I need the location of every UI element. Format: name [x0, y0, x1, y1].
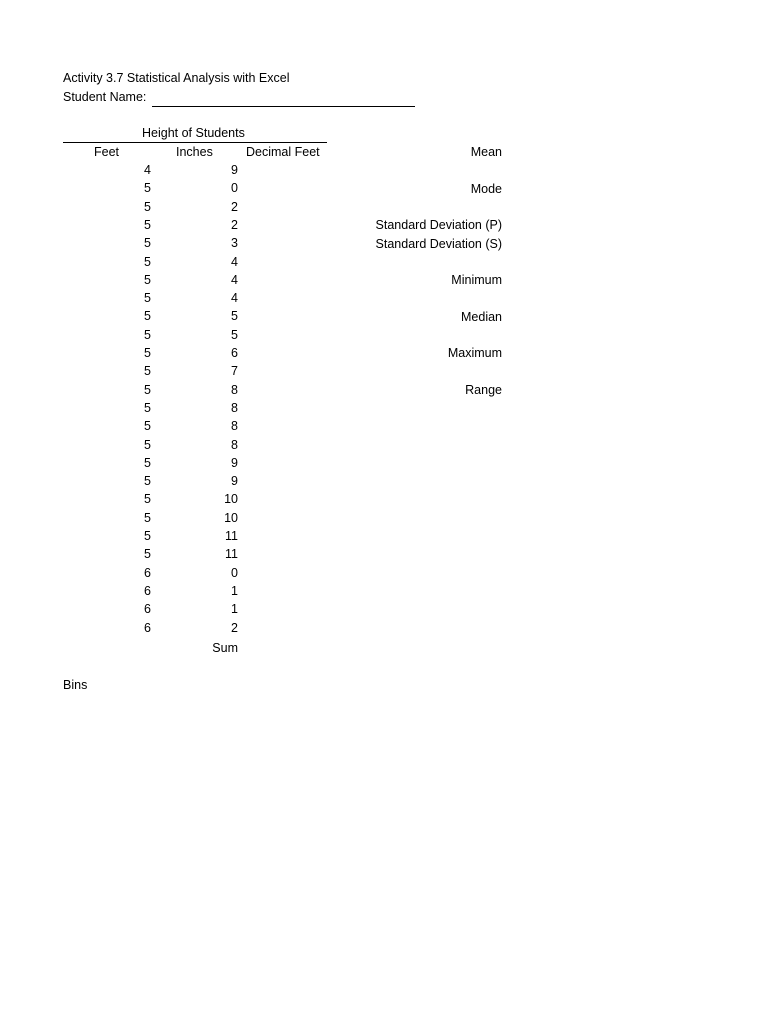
- student-name-label: Student Name:: [63, 90, 147, 104]
- table-row: [0, 510, 768, 526]
- inches-cell: 0: [231, 181, 238, 196]
- feet-cell: 5: [144, 419, 151, 434]
- feet-cell: 5: [144, 199, 151, 214]
- feet-cell: 5: [144, 492, 151, 507]
- feet-cell: 5: [144, 272, 151, 287]
- table-header-line: [63, 142, 327, 143]
- stat-label: Median: [461, 309, 502, 324]
- inches-cell: 2: [231, 217, 238, 232]
- table-row: [0, 583, 768, 599]
- feet-cell: 5: [144, 217, 151, 232]
- column-header-feet: Feet: [94, 145, 120, 159]
- table-row: [0, 363, 768, 379]
- feet-cell: 5: [144, 309, 151, 324]
- feet-cell: 5: [144, 327, 151, 342]
- inches-cell: 2: [231, 199, 238, 214]
- student-name-line: [152, 106, 415, 107]
- inches-cell: 1: [231, 602, 238, 617]
- table-row: [0, 199, 768, 215]
- inches-cell: 0: [231, 565, 238, 580]
- sum-label: Sum: [212, 641, 238, 655]
- table-row: [0, 620, 768, 636]
- bins-label: Bins: [63, 678, 88, 692]
- inches-cell: 4: [231, 254, 238, 269]
- table-row: [0, 528, 768, 544]
- inches-cell: 8: [231, 400, 238, 415]
- table-row: [0, 437, 768, 453]
- stat-label: Minimum: [451, 273, 502, 288]
- stat-label: Standard Deviation (S): [375, 236, 502, 251]
- table-row: [0, 290, 768, 306]
- column-header-inches: Inches: [176, 145, 213, 159]
- table-row: [0, 455, 768, 471]
- feet-cell: 5: [144, 510, 151, 525]
- feet-cell: 5: [144, 254, 151, 269]
- feet-cell: 5: [144, 529, 151, 543]
- table-row: [0, 546, 768, 562]
- inches-cell: 10: [224, 510, 238, 525]
- document-title: Activity 3.7 Statistical Analysis with Excel: [63, 71, 290, 85]
- inches-cell: 4: [231, 291, 238, 306]
- feet-cell: 5: [144, 400, 151, 415]
- table-row: [0, 565, 768, 581]
- inches-cell: 9: [231, 455, 238, 470]
- inches-cell: 7: [231, 364, 238, 379]
- feet-cell: 5: [144, 364, 151, 379]
- table-row: [0, 473, 768, 489]
- inches-cell: 10: [224, 492, 238, 507]
- stat-label: Range: [465, 382, 502, 397]
- table-row: [0, 327, 768, 343]
- feet-cell: 5: [144, 181, 151, 196]
- feet-cell: 5: [144, 547, 151, 562]
- feet-cell: 4: [144, 163, 151, 177]
- inches-cell: 9: [231, 474, 238, 489]
- inches-cell: 8: [231, 419, 238, 434]
- feet-cell: 6: [144, 565, 151, 580]
- stat-label: Standard Deviation (P): [375, 218, 502, 233]
- inches-cell: 5: [231, 327, 238, 342]
- feet-cell: 5: [144, 455, 151, 470]
- feet-cell: 5: [144, 291, 151, 306]
- feet-cell: 5: [144, 346, 151, 360]
- stat-label: Maximum: [447, 346, 502, 361]
- feet-cell: 5: [144, 437, 151, 452]
- feet-cell: 5: [144, 382, 151, 397]
- table-row: [0, 162, 768, 178]
- feet-cell: 6: [144, 583, 151, 598]
- inches-cell: 8: [231, 382, 238, 397]
- inches-cell: 4: [231, 272, 238, 287]
- stat-label: Mean: [470, 145, 502, 159]
- feet-cell: 5: [144, 236, 151, 251]
- table-row: [0, 491, 768, 507]
- inches-cell: 11: [225, 547, 238, 562]
- inches-cell: 2: [231, 620, 238, 635]
- table-title: Height of Students: [142, 126, 245, 140]
- table-row: [0, 400, 768, 416]
- table-row: [0, 418, 768, 434]
- table-row: [0, 254, 768, 270]
- inches-cell: 6: [231, 346, 238, 360]
- table-row: [0, 601, 768, 617]
- inches-cell: 5: [231, 309, 238, 324]
- feet-cell: 5: [144, 474, 151, 489]
- inches-cell: 11: [225, 529, 238, 543]
- stat-label: Mode: [470, 181, 502, 196]
- feet-cell: 6: [144, 602, 151, 617]
- inches-cell: 3: [231, 236, 238, 251]
- column-header-decimal-feet: Decimal Feet: [246, 145, 320, 159]
- inches-cell: 1: [231, 583, 238, 598]
- feet-cell: 6: [144, 620, 151, 635]
- inches-cell: 8: [231, 437, 238, 452]
- inches-cell: 9: [231, 163, 238, 177]
